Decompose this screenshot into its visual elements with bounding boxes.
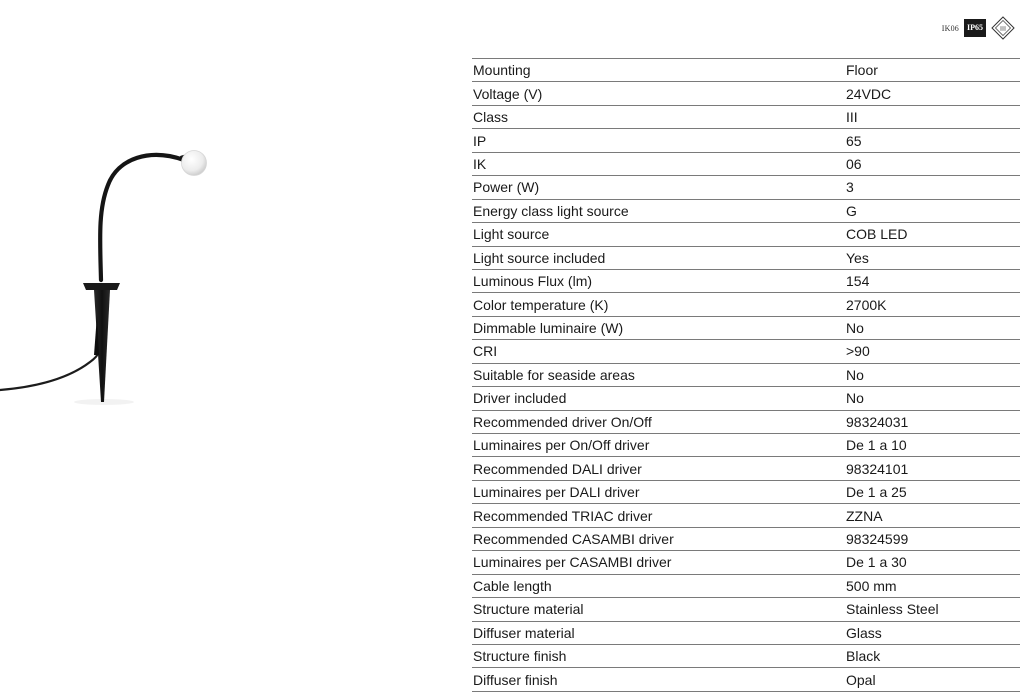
spec-row: [472, 387, 1020, 410]
spec-row: [472, 82, 1020, 105]
garden-spike-lamp-icon: [0, 140, 215, 410]
spec-row: [472, 434, 1020, 457]
spec-value: Yes: [846, 249, 869, 266]
spec-label: Luminous Flux (lm): [473, 273, 593, 290]
spec-value: 65: [846, 132, 862, 149]
spec-label: Luminaires per DALI driver: [473, 484, 640, 501]
certification-badges: [942, 16, 1015, 40]
spec-value: No: [846, 366, 864, 383]
spec-row: [472, 269, 1020, 292]
spec-row: [472, 644, 1020, 667]
ip-rating-badge: IP65: [964, 19, 986, 37]
spec-label: Voltage (V): [473, 85, 543, 102]
spec-value: 98324031: [846, 413, 909, 430]
spec-label: Luminaires per On/Off driver: [473, 437, 650, 454]
spec-row: [472, 59, 1020, 82]
spec-value: No: [846, 320, 864, 337]
spec-row: [472, 410, 1020, 433]
specifications-table: [472, 58, 1020, 692]
spec-value: Opal: [846, 671, 876, 688]
spec-label: Diffuser finish: [473, 671, 558, 688]
spec-label: Light source: [473, 226, 550, 243]
spec-value: Black: [846, 648, 881, 665]
spec-label: Recommended driver On/Off: [473, 413, 652, 430]
spec-label: Recommended DALI driver: [473, 460, 642, 477]
spec-row: [472, 504, 1020, 527]
spec-value: De 1 a 10: [846, 437, 907, 454]
spec-row: [472, 551, 1020, 574]
spec-label: CRI: [473, 343, 498, 360]
spec-row: [472, 316, 1020, 339]
spec-value: Glass: [846, 624, 882, 641]
spec-label: Light source included: [473, 249, 606, 266]
spec-row: [472, 527, 1020, 550]
spec-row: [472, 129, 1020, 152]
spec-value: >90: [846, 343, 870, 360]
spec-value: COB LED: [846, 226, 908, 243]
spec-label: Driver included: [473, 390, 567, 407]
spec-value: De 1 a 25: [846, 484, 907, 501]
spec-row: [472, 574, 1020, 597]
spec-row: [472, 668, 1020, 691]
spec-label: Mounting: [473, 62, 531, 79]
spec-label: Color temperature (K): [473, 296, 609, 313]
spec-row: [472, 223, 1020, 246]
spec-value: Stainless Steel: [846, 601, 939, 618]
spec-row: [472, 105, 1020, 128]
spec-label: Diffuser material: [473, 624, 575, 641]
spec-label: Luminaires per CASAMBI driver: [473, 554, 672, 571]
spec-label: Cable length: [473, 577, 552, 594]
spec-value: No: [846, 390, 864, 407]
spec-value: ZZNA: [846, 507, 883, 524]
spec-row: [472, 457, 1020, 480]
spec-label: Recommended CASAMBI driver: [473, 530, 674, 547]
spec-label: IK: [473, 155, 487, 172]
spec-label: Dimmable luminaire (W): [473, 320, 624, 337]
spec-value: 3: [846, 179, 854, 196]
ik-rating-badge: IK06: [941, 23, 959, 33]
class-iii-label: III: [1000, 26, 1006, 33]
spec-label: Power (W): [473, 179, 540, 196]
spec-value: De 1 a 30: [846, 554, 907, 571]
spec-value: 2700K: [846, 296, 887, 313]
spec-value: 98324101: [846, 460, 909, 477]
class-iii-diamond-icon: [991, 16, 1015, 40]
spec-row: [472, 598, 1020, 621]
spec-row: [472, 340, 1020, 363]
spec-row: [472, 363, 1020, 386]
spec-value: 06: [846, 155, 862, 172]
spec-row: [472, 176, 1020, 199]
spec-value: 24VDC: [846, 85, 892, 102]
spec-label: IP: [473, 132, 487, 149]
spec-row: [472, 152, 1020, 175]
spec-label: Energy class light source: [473, 202, 629, 219]
spec-label: Structure material: [473, 601, 584, 618]
spec-row: [472, 199, 1020, 222]
spec-value: 500 mm: [846, 577, 897, 594]
spec-value: III: [846, 109, 858, 126]
spec-label: Recommended TRIAC driver: [473, 507, 653, 524]
spec-value: 154: [846, 273, 870, 290]
spec-row: [472, 246, 1020, 269]
spec-row: [472, 621, 1020, 644]
spec-value: G: [846, 202, 857, 219]
spec-label: Class: [473, 109, 509, 126]
spec-value: 98324599: [846, 530, 909, 547]
spec-label: Structure finish: [473, 648, 567, 665]
spec-label: Suitable for seaside areas: [473, 366, 635, 383]
spec-row: [472, 293, 1020, 316]
spec-value: Floor: [846, 62, 878, 79]
spec-row: [472, 480, 1020, 503]
